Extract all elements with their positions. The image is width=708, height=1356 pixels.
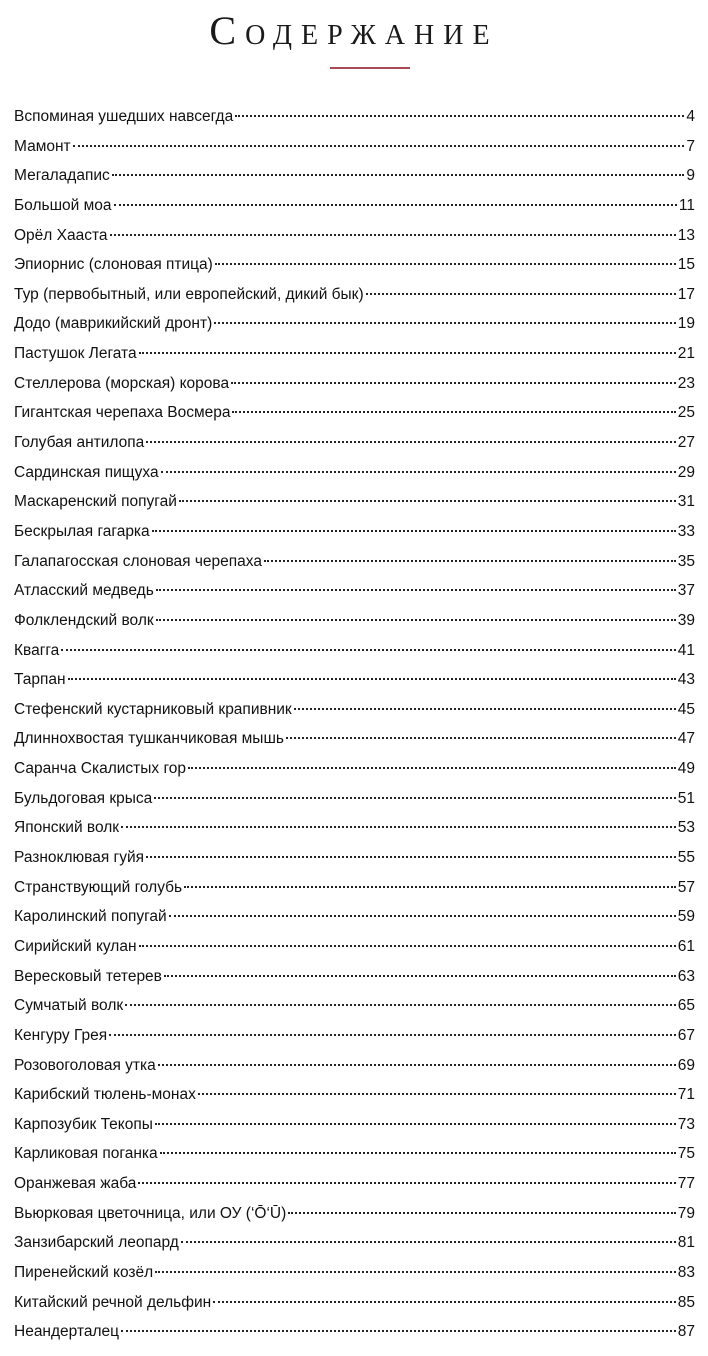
- dot-leader: [169, 915, 676, 917]
- toc-entry-title: Сумчатый волк: [14, 997, 124, 1015]
- toc-entry[interactable]: [14, 1258, 695, 1288]
- toc-entry[interactable]: [14, 398, 695, 428]
- toc-entry-title: Разноклювая гуйя: [14, 849, 145, 867]
- toc-entry[interactable]: [14, 1169, 695, 1199]
- dot-leader: [184, 886, 676, 888]
- toc-entry-title: Мегаладапис: [14, 167, 110, 185]
- toc-entry-title: Карибский тюлень-монах: [14, 1086, 196, 1104]
- dot-leader: [139, 352, 676, 354]
- toc-entry-page-number: 11: [678, 196, 695, 214]
- toc-entry[interactable]: [14, 1080, 695, 1110]
- dot-leader: [160, 1152, 676, 1154]
- toc-entry-page-number: 57: [677, 878, 695, 896]
- toc-entry[interactable]: [14, 1228, 695, 1258]
- toc-entry-title: Тур (первобытный, или европейский, дикий бык): [14, 285, 364, 303]
- toc-entry-title: Вересковый тетерев: [14, 967, 162, 985]
- dot-leader: [125, 1004, 676, 1006]
- dot-leader: [114, 204, 677, 206]
- toc-entry-title: Голубая антилопа: [14, 434, 145, 452]
- toc-entry-page-number: 83: [677, 1263, 695, 1281]
- toc-entry-page-number: 63: [677, 967, 695, 985]
- toc-entry-page-number: 81: [677, 1234, 695, 1252]
- toc-entry-page-number: 39: [677, 611, 695, 629]
- toc-entry[interactable]: [14, 458, 695, 488]
- toc-entry[interactable]: [14, 1317, 695, 1347]
- toc-entry-title: Большой моа: [14, 196, 112, 214]
- toc-entry[interactable]: [14, 991, 695, 1021]
- toc-entry-page-number: 27: [677, 434, 695, 452]
- toc-entry-page-number: 19: [677, 315, 695, 333]
- dot-leader: [164, 975, 676, 977]
- dot-leader: [121, 826, 676, 828]
- toc-entry[interactable]: [14, 1110, 695, 1140]
- toc-entry-title: Атласский медведь: [14, 582, 154, 600]
- dot-leader: [109, 1034, 676, 1036]
- toc-entry-page-number: 13: [677, 226, 695, 244]
- dot-leader: [155, 1123, 676, 1125]
- toc-entry[interactable]: [14, 606, 695, 636]
- toc-entry-page-number: 15: [677, 256, 695, 274]
- toc-entry-page-number: 29: [677, 463, 695, 481]
- toc-entry-title: Карликовая поганка: [14, 1145, 158, 1163]
- toc-entry[interactable]: [14, 1139, 695, 1169]
- toc-entry-page-number: 75: [677, 1145, 695, 1163]
- toc-entry-page-number: 31: [677, 493, 695, 511]
- toc-entry-title: Эпиорнис (слоновая птица): [14, 256, 213, 274]
- toc-entry-title: Фолклендский волк: [14, 611, 154, 629]
- toc-entry[interactable]: [14, 191, 695, 221]
- toc-entry-page-number: 51: [677, 789, 695, 807]
- toc-entry[interactable]: [14, 547, 695, 577]
- toc-entry-page-number: 73: [677, 1115, 695, 1133]
- toc-entry-page-number: 61: [677, 937, 695, 955]
- toc-entry[interactable]: [14, 695, 695, 725]
- toc-entry-page-number: 33: [677, 522, 695, 540]
- toc-entry[interactable]: [14, 932, 695, 962]
- dot-leader: [198, 1093, 676, 1095]
- toc-entry-title: Мамонт: [14, 137, 71, 155]
- toc-entry-title: Маскаренский попугай: [14, 493, 177, 511]
- dot-leader: [68, 678, 676, 680]
- dot-leader: [231, 382, 676, 384]
- toc-entry-title: Вспоминая ушедших навсегда: [14, 108, 234, 125]
- toc-entry[interactable]: [14, 487, 695, 517]
- toc-entry-title: Занзибарский леопард: [14, 1234, 179, 1252]
- dot-leader: [366, 293, 676, 295]
- toc-entry-title: Кенгуру Грея: [14, 1026, 108, 1044]
- toc-entry-page-number: 45: [677, 700, 695, 718]
- toc-entry[interactable]: [14, 1051, 695, 1081]
- dot-leader: [155, 1271, 676, 1273]
- toc-entry[interactable]: [14, 428, 695, 458]
- toc-entry-page-number: 17: [677, 285, 695, 303]
- toc-entry-title: Галапагосская слоновая черепаха: [14, 552, 262, 570]
- toc-entry[interactable]: [14, 576, 695, 606]
- dot-leader: [146, 441, 676, 443]
- toc-entry[interactable]: [14, 1021, 695, 1051]
- dot-leader: [158, 1064, 676, 1066]
- toc-entry-page-number: 9: [686, 167, 695, 185]
- dot-leader: [214, 322, 676, 324]
- page-title: Содержание: [209, 8, 499, 53]
- toc-entry[interactable]: [14, 843, 695, 873]
- toc-entry[interactable]: [14, 724, 695, 754]
- toc-entry[interactable]: [14, 250, 695, 280]
- toc-entry[interactable]: [14, 369, 695, 399]
- dot-leader: [139, 945, 676, 947]
- dot-leader: [156, 619, 676, 621]
- dot-leader: [294, 708, 676, 710]
- toc-entry[interactable]: [14, 309, 695, 339]
- toc-entry-page-number: 77: [677, 1175, 695, 1193]
- toc-entry-page-number: 71: [677, 1086, 695, 1104]
- toc-entry-page-number: 37: [677, 582, 695, 600]
- toc-entry[interactable]: [14, 102, 695, 132]
- toc-entry[interactable]: [14, 873, 695, 903]
- dot-leader: [181, 1241, 676, 1243]
- dot-leader: [154, 797, 675, 799]
- toc-entry[interactable]: [14, 339, 695, 369]
- dot-leader: [232, 411, 675, 413]
- dot-leader: [161, 471, 676, 473]
- toc-entry-page-number: 55: [677, 849, 695, 867]
- toc-list: [14, 102, 695, 1347]
- toc-entry-page-number: 85: [677, 1293, 695, 1311]
- toc-entry[interactable]: [14, 636, 695, 666]
- toc-entry-title: Пиренейский козёл: [14, 1263, 154, 1281]
- dot-leader: [110, 234, 676, 236]
- toc-entry-title: Японский волк: [14, 819, 120, 837]
- dot-leader: [213, 1301, 676, 1303]
- toc-entry[interactable]: [14, 665, 695, 695]
- title-underline-rule: [330, 67, 410, 69]
- toc-entry[interactable]: [14, 962, 695, 992]
- toc-entry-title: Странствующий голубь: [14, 878, 183, 896]
- toc-entry-page-number: 69: [677, 1056, 695, 1074]
- toc-entry-page-number: 4: [686, 108, 695, 125]
- toc-entry-page-number: 53: [677, 819, 695, 837]
- toc-entry-title: Квагга: [14, 641, 60, 659]
- dot-leader: [146, 856, 676, 858]
- toc-entry-title: Сирийский кулан: [14, 937, 137, 955]
- toc-entry-title: Додо (маврикийский дронт): [14, 315, 213, 333]
- toc-entry[interactable]: [14, 132, 695, 162]
- dot-leader: [138, 1182, 675, 1184]
- toc-entry[interactable]: [14, 280, 695, 310]
- toc-entry-page-number: 67: [677, 1026, 695, 1044]
- toc-entry[interactable]: [14, 221, 695, 251]
- toc-entry-page-number: 25: [677, 404, 695, 422]
- dot-leader: [121, 1330, 676, 1332]
- toc-entry[interactable]: [14, 902, 695, 932]
- toc-entry[interactable]: [14, 1288, 695, 1318]
- dot-leader: [286, 737, 676, 739]
- toc-entry-title: Карпозубик Текопы: [14, 1115, 153, 1133]
- toc-entry-title: Бульдоговая крыса: [14, 789, 153, 807]
- toc-entry-page-number: 87: [677, 1323, 695, 1341]
- toc-entry-page-number: 79: [677, 1204, 695, 1222]
- dot-leader: [235, 115, 684, 117]
- dot-leader: [215, 263, 676, 265]
- toc-entry-title: Китайский речной дельфин: [14, 1293, 212, 1311]
- toc-entry-page-number: 21: [677, 345, 695, 363]
- toc-entry[interactable]: [14, 517, 695, 547]
- toc-entry-title: Тарпан: [14, 671, 66, 689]
- toc-entry-title: Орёл Хааста: [14, 226, 108, 244]
- dot-leader: [156, 589, 676, 591]
- dot-leader: [73, 145, 685, 147]
- toc-entry-title: Розовоголовая утка: [14, 1056, 156, 1074]
- toc-entry-title: Гигантская черепаха Восмера: [14, 404, 231, 422]
- toc-entry-title: Пастушок Легата: [14, 345, 137, 363]
- toc-entry-title: Вьюрковая цветочница, или ОУ (‘Ō‘Ū): [14, 1204, 287, 1222]
- toc-entry-title: Сардинская пищуха: [14, 463, 159, 481]
- toc-entry[interactable]: [14, 754, 695, 784]
- dot-leader: [61, 649, 675, 651]
- dot-leader: [188, 767, 676, 769]
- toc-entry[interactable]: [14, 1199, 695, 1229]
- toc-entry[interactable]: [14, 161, 695, 191]
- toc-entry[interactable]: [14, 813, 695, 843]
- toc-entry-page-number: 43: [677, 671, 695, 689]
- dot-leader: [152, 530, 676, 532]
- toc-entry-page-number: 49: [677, 760, 695, 778]
- toc-entry-page-number: 23: [677, 374, 695, 392]
- toc-entry-page-number: 47: [677, 730, 695, 748]
- toc-entry-page-number: 41: [677, 641, 695, 659]
- dot-leader: [179, 500, 676, 502]
- toc-entry-page-number: 7: [686, 137, 695, 155]
- toc-entry-page-number: 35: [677, 552, 695, 570]
- toc-entry[interactable]: [14, 784, 695, 814]
- dot-leader: [112, 174, 685, 176]
- toc-entry-title: Каролинский попугай: [14, 908, 167, 926]
- toc-entry-title: Стеллерова (морская) корова: [14, 374, 230, 392]
- toc-entry-title: Длиннохвостая тушканчиковая мышь: [14, 730, 284, 748]
- toc-entry-page-number: 65: [677, 997, 695, 1015]
- toc-entry-title: Неандерталец: [14, 1323, 120, 1341]
- toc-entry-title: Саранча Скалистых гор: [14, 760, 187, 778]
- toc-entry-page-number: 59: [677, 908, 695, 926]
- toc-entry-title: Стефенский кустарниковый крапивник: [14, 700, 292, 718]
- toc-entry-title: Оранжевая жаба: [14, 1175, 137, 1193]
- dot-leader: [264, 560, 676, 562]
- toc-entry-title: Бескрылая гагарка: [14, 522, 150, 540]
- dot-leader: [288, 1212, 675, 1214]
